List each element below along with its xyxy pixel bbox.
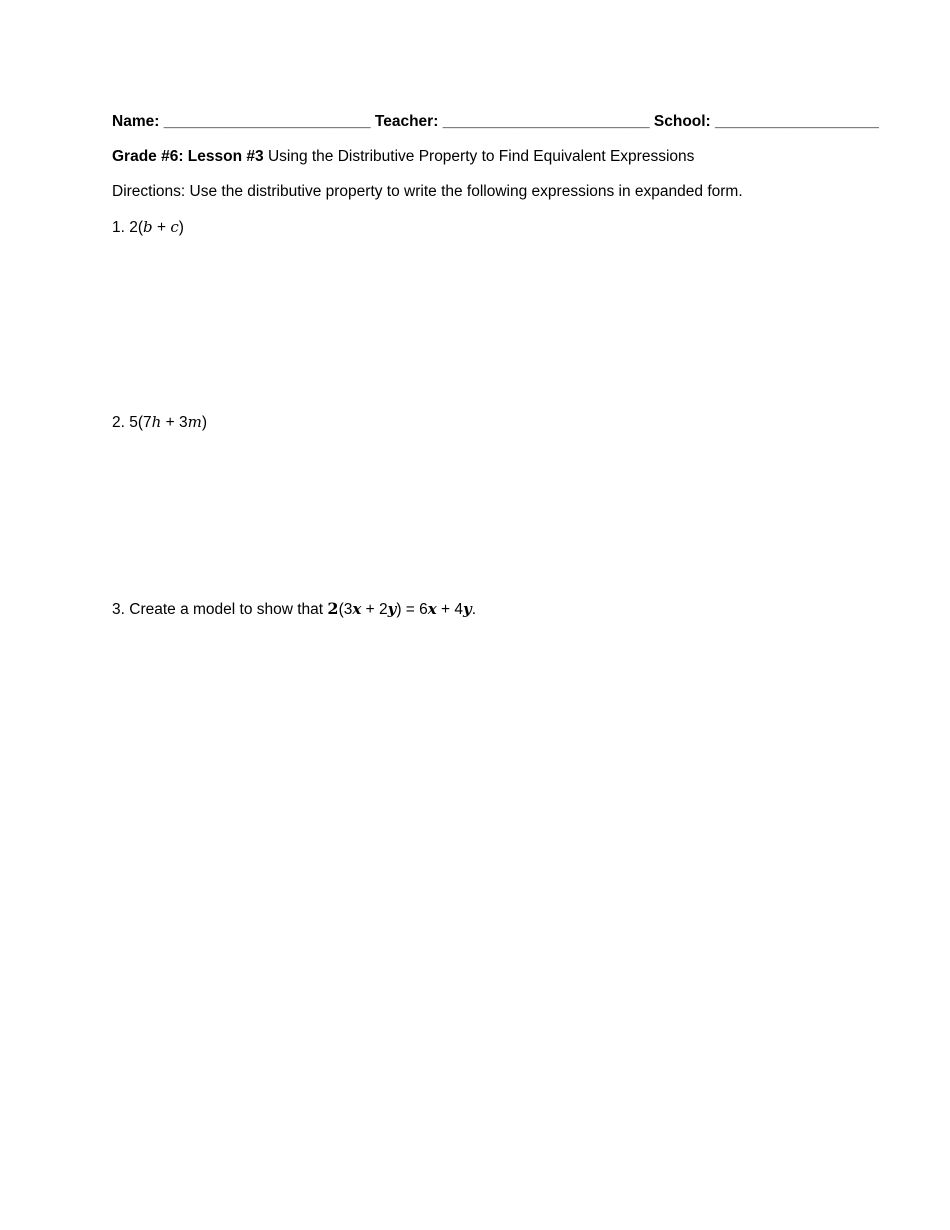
variable-m: m [187, 413, 202, 431]
expression-text: 5(7 [129, 414, 152, 431]
teacher-label: Teacher: [374, 113, 439, 130]
name-label: Name: [112, 113, 160, 130]
expression-text: (3 [338, 601, 353, 618]
expression-text: 2( [129, 219, 144, 236]
directions: Directions: Use the distributive property to write the following expressions in expanded form. [112, 183, 743, 200]
variable-h: h [151, 413, 162, 431]
expression-text: ) = 6 [396, 601, 428, 618]
variable-y: y [387, 600, 397, 618]
question-1 [112, 217, 184, 238]
variable-x: x [352, 600, 362, 618]
question-number: 2. [112, 414, 125, 431]
lesson-title [112, 147, 694, 167]
lesson-title-rest: Using the Distributive Property to Find Equivalent Expressions [267, 148, 695, 165]
variable-y: y [463, 600, 472, 618]
question-3 [112, 599, 476, 620]
header-fields [112, 112, 879, 132]
question-prefix: Create a model to show that [129, 601, 324, 618]
coefficient-2: 2 [327, 599, 339, 618]
expression-text: ) [201, 414, 208, 431]
variable-x: x [427, 600, 437, 618]
expression-text: . [471, 601, 477, 618]
expression-text: + 4 [436, 601, 464, 618]
variable-b: b [143, 218, 153, 236]
teacher-blank: ________________________ [442, 113, 650, 130]
lesson-title-bold: Grade #6: Lesson #3 [112, 148, 264, 165]
question-2 [112, 412, 207, 433]
expression-text: ) [178, 219, 184, 236]
expression-text: + 2 [361, 601, 388, 618]
question-number: 1. [112, 219, 125, 236]
question-number: 3. [112, 601, 125, 618]
school-label: School: [653, 113, 711, 130]
name-blank: ________________________ [163, 113, 371, 130]
variable-c: c [170, 218, 179, 236]
school-blank: ___________________ [715, 113, 879, 130]
expression-text: + [152, 219, 171, 236]
expression-text: + 3 [161, 414, 188, 431]
